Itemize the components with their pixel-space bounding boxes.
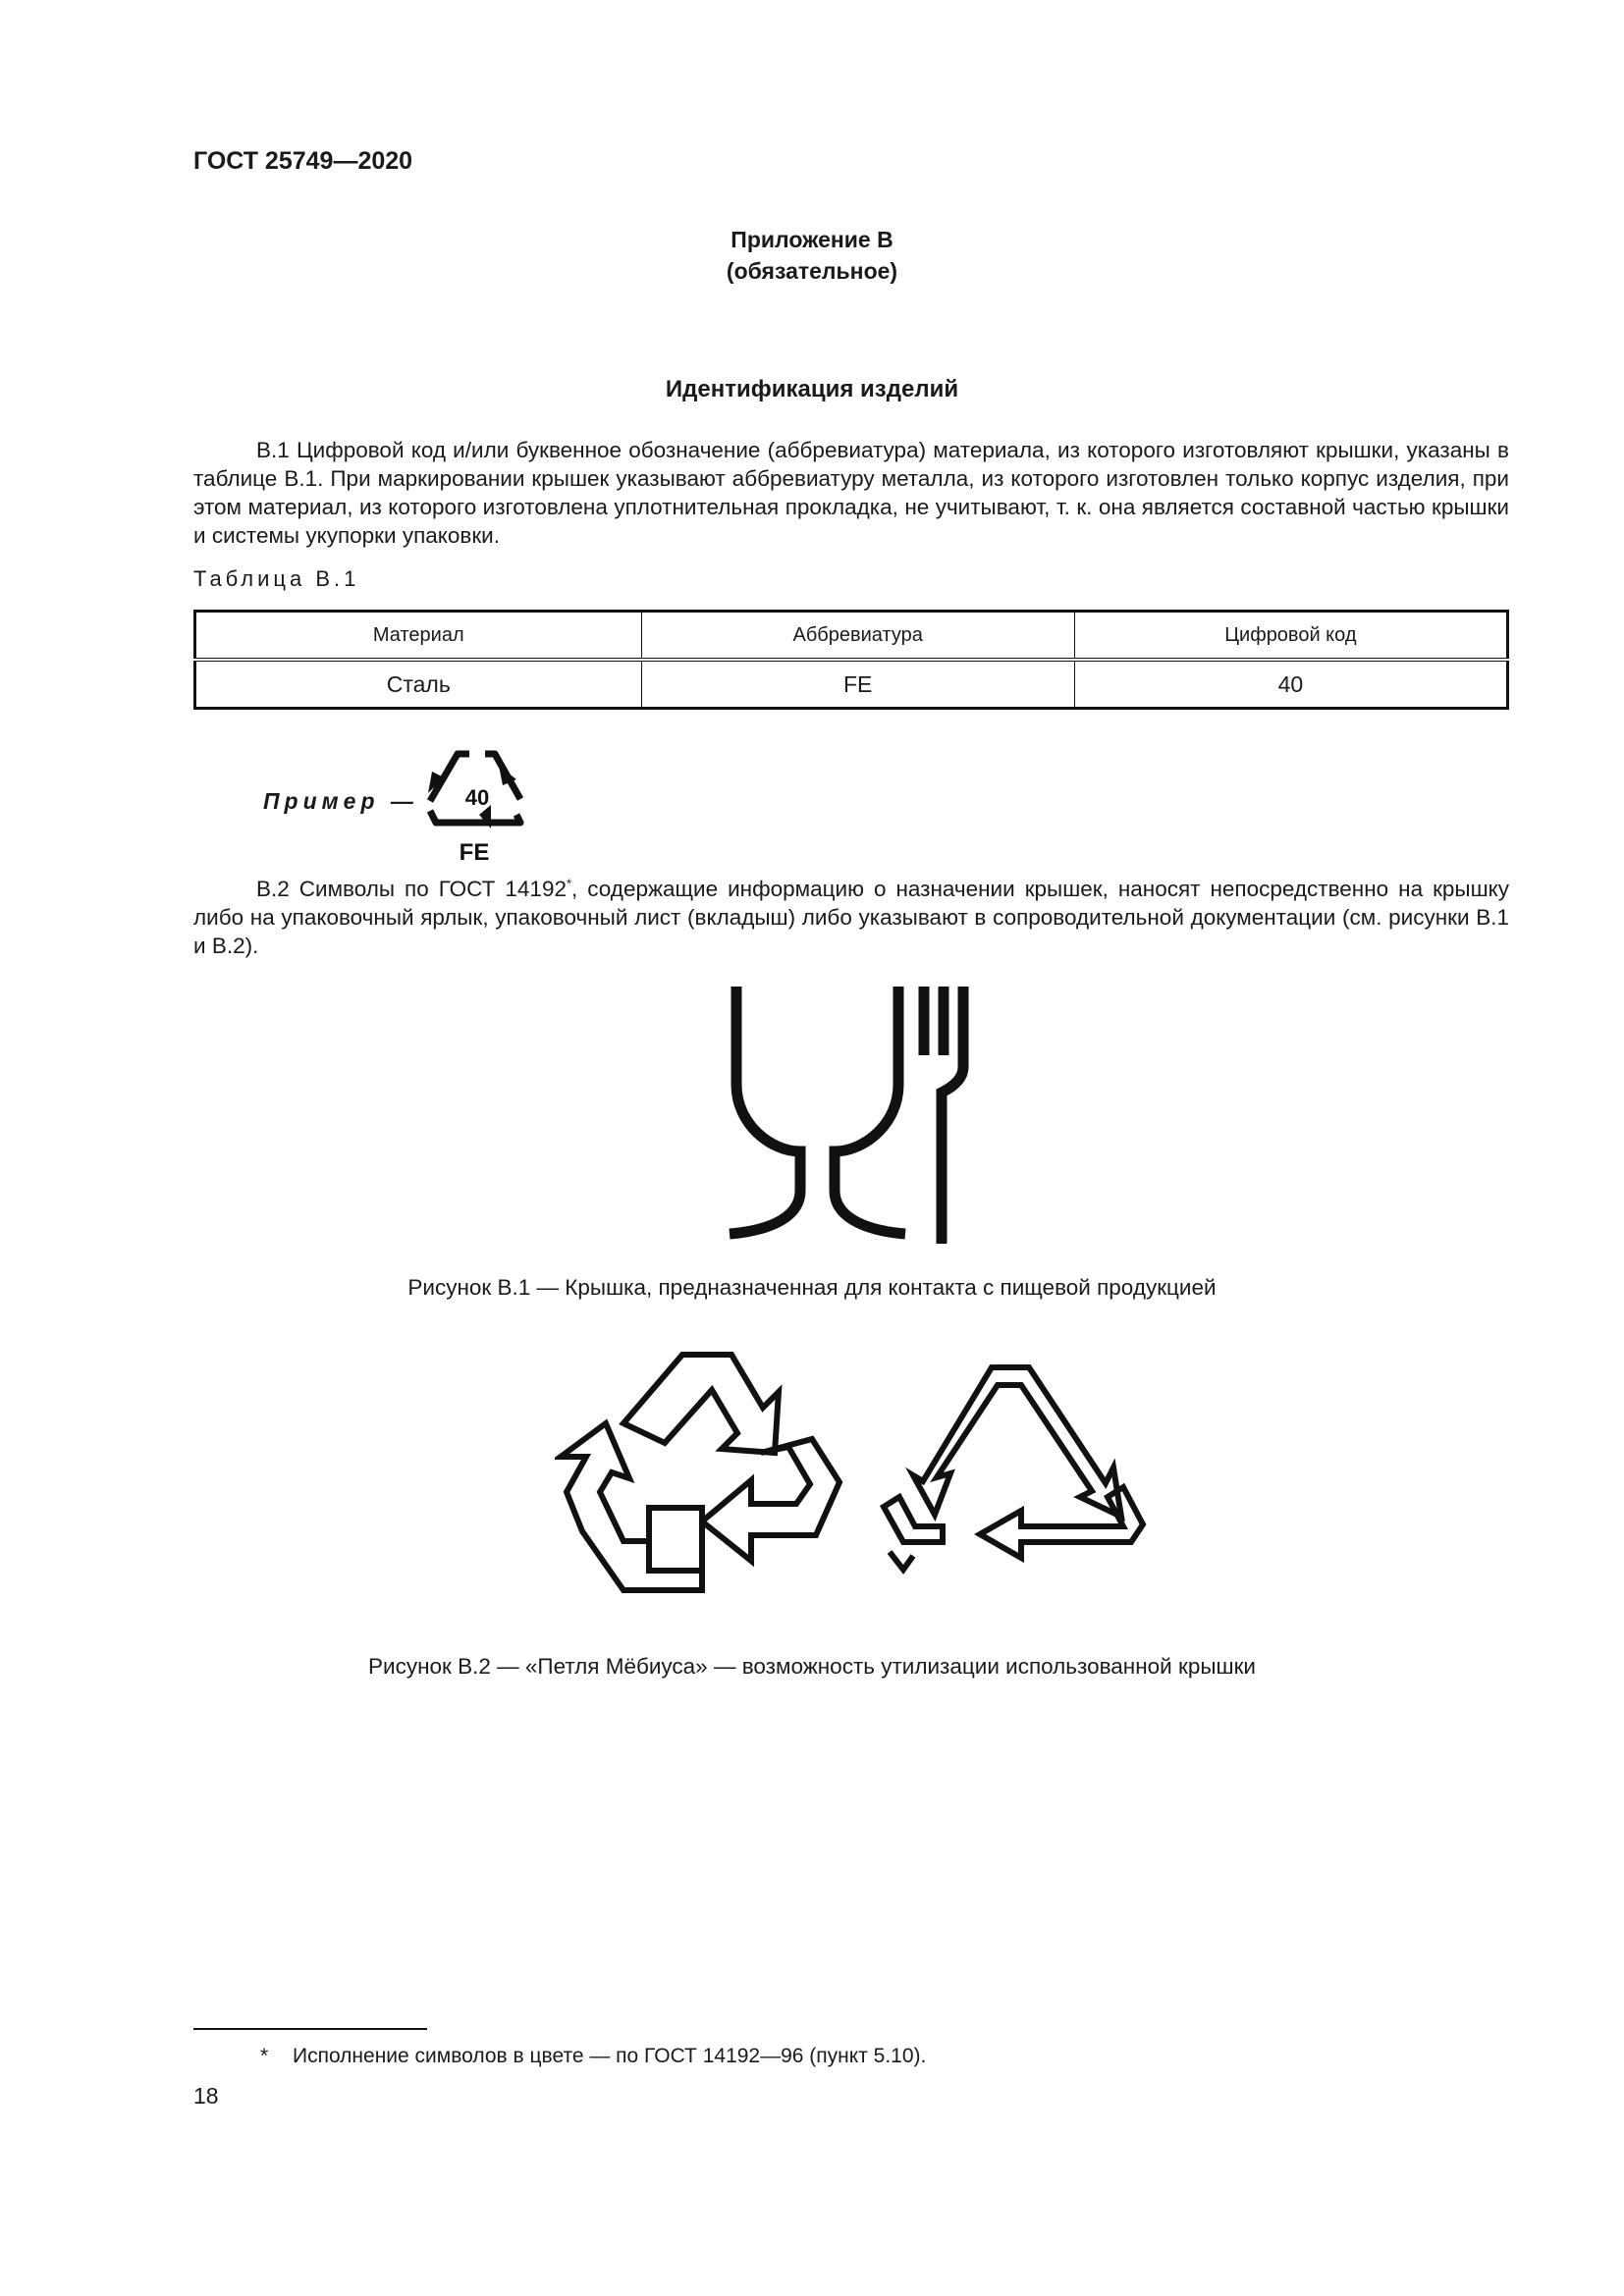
document-header: ГОСТ 25749—2020 <box>193 147 413 175</box>
table-header-cell: Цифровой код <box>1074 612 1507 661</box>
footnote-text: Исполнение символов в цвете — по ГОСТ 14192—96 (пункт 5.10). <box>293 2045 927 2067</box>
table-caption: Таблица В.1 <box>193 566 360 591</box>
appendix-heading <box>0 224 1624 287</box>
recycling-code-abbr: FE <box>459 839 490 866</box>
recycle-triangle-icon <box>874 1360 1149 1615</box>
figure-b2-caption: Рисунок В.2 — «Петля Мёбиуса» — возможность утилизации использованной крышки <box>368 1654 1256 1679</box>
appendix-title: Приложение В <box>731 227 893 252</box>
table-cell: FE <box>641 660 1074 709</box>
recycling-code-icon <box>422 744 530 872</box>
footnote-mark: * <box>260 2045 269 2067</box>
example-label: Пример — <box>263 788 418 814</box>
table-cell: 40 <box>1074 660 1507 709</box>
table-header-cell: Аббревиатура <box>641 612 1074 661</box>
recycle-arrows-icon <box>555 1335 849 1629</box>
paragraph-b1: В.1 Цифровой код и/или буквенное обозначение (аббревиатура) материала, из которого изготовляют крышки, указаны в таблице В.1. При маркировании крышек указывают аббревиатуру металла, из которого изготовлен только корпус изделия, при этом материал, из которого изготовлена уплотнительная прокладка, не учитывают, т. к. она является составной частью крышки и системы укупорки упаковки. <box>193 438 1509 548</box>
recycling-code-number: 40 <box>464 785 490 810</box>
footnote <box>260 2045 926 2068</box>
paragraph-b2-text-before: В.2 Символы по ГОСТ 14192 <box>256 877 567 901</box>
paragraph-b2-text-after: , содержащие информацию о назначении крышек, наносят непосредственно на крышку либо на упаковочный ярлык, упаковочный лист (вкладыш) либо указывают в сопроводительной документации (см. рисунки В.1 и В.2). <box>193 877 1510 958</box>
footnote-divider <box>193 2028 427 2030</box>
table-header-row <box>195 612 1508 661</box>
page-number: 18 <box>193 2083 219 2109</box>
table-header-cell: Материал <box>195 612 642 661</box>
table-cell: Сталь <box>195 660 642 709</box>
glass-fork-icon <box>722 987 997 1252</box>
figure-b1-caption: Рисунок В.1 — Крышка, предназначенная для контакта с пищевой продукцией <box>407 1275 1217 1300</box>
section-title: Идентификация изделий <box>665 376 959 402</box>
table-row <box>195 660 1508 709</box>
paragraph-b2 <box>193 875 1509 960</box>
material-table <box>193 610 1509 710</box>
footnote-ref: * <box>566 876 572 891</box>
appendix-status: (обязательное) <box>726 258 898 284</box>
